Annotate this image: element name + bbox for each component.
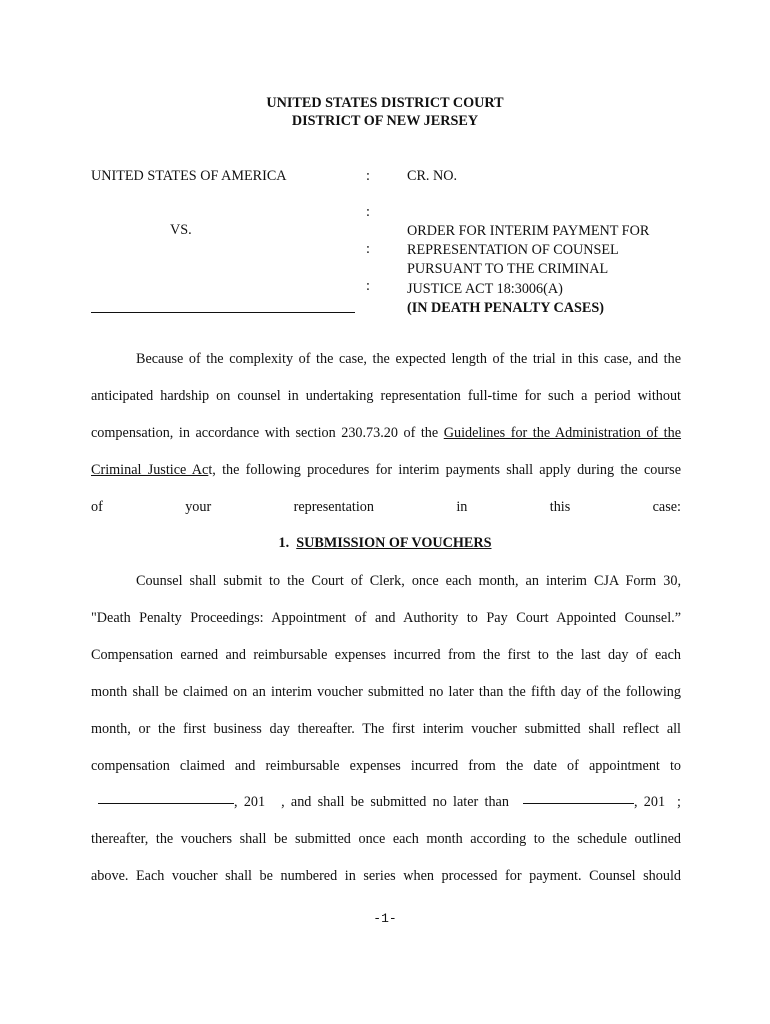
order-title-line: JUSTICE ACT 18:3006(A) <box>407 280 563 297</box>
court-name: UNITED STATES DISTRICT COURT <box>266 95 504 111</box>
section-paragraph <box>91 563 681 895</box>
order-title-line: ORDER FOR INTERIM PAYMENT FOR <box>407 223 650 239</box>
paragraph-text: t, the following procedures for interim payments shall apply during the course <box>208 461 681 478</box>
paragraph-line: anticipated hardship on counsel in undertaking representation full-time for such a period without <box>91 387 681 404</box>
guidelines-citation: Guidelines for the Administration of the <box>443 424 682 441</box>
caption-colon: : <box>366 278 370 294</box>
appointment-date-blank[interactable] <box>98 802 234 804</box>
caption-colon: : <box>366 241 370 257</box>
paragraph-text: , and shall be submitted no later than <box>281 794 509 811</box>
caption-colon: : <box>366 168 370 184</box>
paragraph-text: , 201 <box>234 794 266 811</box>
case-number-label: CR. NO. <box>407 168 458 184</box>
defendant-signature-line <box>91 312 355 313</box>
paragraph-line: compensation claimed and reimbursable expenses incurred from the date of appointment to <box>91 757 681 774</box>
plaintiff-name: UNITED STATES OF AMERICA <box>91 168 287 184</box>
cja-citation: Criminal Justice Ac <box>91 461 209 478</box>
versus-label: VS. <box>170 222 192 238</box>
paragraph-line: Because of the complexity of the case, the expected length of the trial in this case, and the <box>136 351 681 367</box>
paragraph-text: ; <box>677 794 681 811</box>
paragraph-line: of your representation in this case: <box>91 498 681 515</box>
section-title: SUBMISSION OF VOUCHERS <box>296 535 492 551</box>
order-title-death-penalty: (IN DEATH PENALTY CASES) <box>407 299 604 316</box>
paragraph-text: , 201 <box>633 794 666 811</box>
page-number: -1- <box>373 911 397 926</box>
order-title-line: PURSUANT TO THE CRIMINAL <box>407 261 609 278</box>
intro-paragraph <box>91 341 681 526</box>
paragraph-line: month shall be claimed on an interim voucher submitted no later than the fifth day of the following <box>91 683 681 700</box>
paragraph-text: compensation, in accordance with section 230.73.20 of the <box>91 424 444 441</box>
court-heading <box>0 94 770 130</box>
section-number: 1. <box>278 535 290 551</box>
paragraph-line: "Death Penalty Proceedings: Appointment of and Authority to Pay Court Appointed Counsel.” <box>91 609 681 626</box>
paragraph-line: Counsel shall submit to the Court of Clerk, once each month, an interim CJA Form 30, <box>136 573 681 589</box>
paragraph-line <box>91 784 681 821</box>
order-title-line: REPRESENTATION OF COUNSEL <box>407 242 619 259</box>
submission-date-blank[interactable] <box>523 802 634 804</box>
paragraph-line <box>91 452 681 489</box>
caption-colon: : <box>366 204 370 220</box>
paragraph-line: above. Each voucher shall be numbered in series when processed for payment. Counsel should <box>91 868 681 885</box>
paragraph-line: Compensation earned and reimbursable expenses incurred from the first to the last day of each <box>91 646 681 663</box>
court-district: DISTRICT OF NEW JERSEY <box>291 113 479 129</box>
section-heading <box>0 535 770 552</box>
paragraph-line: thereafter, the vouchers shall be submitted once each month according to the schedule outlined <box>91 831 681 848</box>
paragraph-line: month, or the first business day thereafter. The first interim voucher submitted shall reflect all <box>91 720 681 737</box>
order-title <box>407 222 649 318</box>
paragraph-line <box>91 415 681 452</box>
